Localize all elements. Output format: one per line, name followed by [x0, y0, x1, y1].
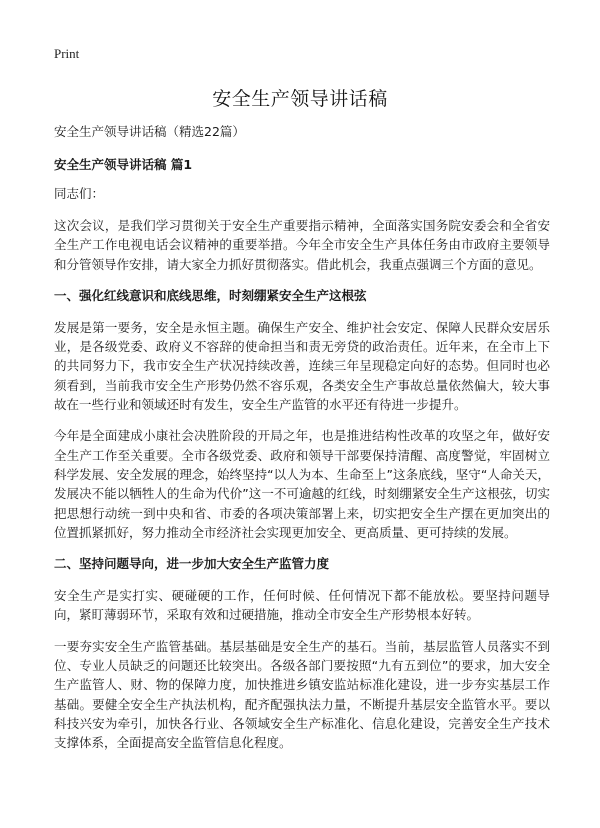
- heading-two: 二、坚持问题导向，进一步加大安全生产监管力度: [54, 556, 330, 572]
- print-link[interactable]: Print: [54, 46, 80, 61]
- document-body: [54, 124, 550, 765]
- document-title: 安全生产领导讲话稿: [212, 88, 388, 110]
- heading-one: 一、强化红线意识和底线思维，时刻绷紧安全生产这根弦: [54, 287, 367, 303]
- paragraph-problem-oriented: 安全生产是实打实、硬碰硬的工作，任何时候、任何情况下都不能放松。要坚持问题导向，紧盯薄弱环节，采取有效和过硬措施，推动全市安全生产形势根本好转。: [54, 588, 550, 623]
- greeting: 同志们：: [54, 186, 105, 201]
- paragraph-intro: 这次会议，是我们学习贯彻关于安全生产重要指示精神，全面落实国务院安委会和全省安全生产工作电视电话会议精神的重要举措。今年全市安全生产具体任务由市政府主要领导和分管领导作安排，请大家全力抓好贯彻落实。借此机会，我重点强调三个方面的意见。: [54, 218, 550, 272]
- paragraph-foundation: 一要夯实安全生产监管基础。基层基础是安全生产的基石。当前，基层监管人员落实不到位、专业人员缺乏的问题还比较突出。各级各部门要按照“九有五到位”的要求，加大安全生产监管人、财、物的保障力度，加快推进乡镇安监站标准化建设，进一步夯实基层工作基础。要健全安全生产执法机构，配齐配强执法力量，不断提升基层安全监管水平。要以科技兴安为牵引，加快各行业、各领域安全生产标准化、信息化建设，完善安全生产技术支撑体系，全面提高安全监管信息化程度。: [54, 638, 550, 751]
- section-title: 安全生产领导讲话稿 篇1: [54, 157, 193, 172]
- paragraph-this-year: 今年是全面建成小康社会决胜阶段的开局之年，也是推进结构性改革的攻坚之年，做好安全生产工作至关重要。全市各级党委、政府和领导干部要保持清醒、高度警觉，牢固树立科学发展、安全发展的理念，始终坚持“以人为本、生命至上”这条底线，坚守“人命关天，发展决不能以牺牲人的生命为代价”这一不可逾越的红线，时刻绷紧安全生产这根弦，切实把思想行动统一到中央和省、市委的各项决策部署上来，切实把安全生产摆在更加突出的位置抓紧抓好，努力推动全市经济社会实现更加安全、更高质量、更可持续的发展。: [54, 428, 550, 540]
- document-subtitle: 安全生产领导讲话稿（精选22篇）: [54, 124, 245, 139]
- paragraph-development: 发展是第一要务，安全是永恒主题。确保生产安全、维护社会安定、保障人民群众安居乐业，是各级党委、政府义不容辞的使命担当和责无旁贷的政治责任。近年来，在全市上下的共同努力下，我市安全生产状况持续改善，连续三年呈现稳定向好的态势。但同时也必须看到，当前我市安全生产形势仍然不容乐观，各类安全生产事故总量依然偏大，较大事故在一些行业和领域还时有发生，安全生产监管的水平还有待进一步提升。: [54, 319, 550, 413]
